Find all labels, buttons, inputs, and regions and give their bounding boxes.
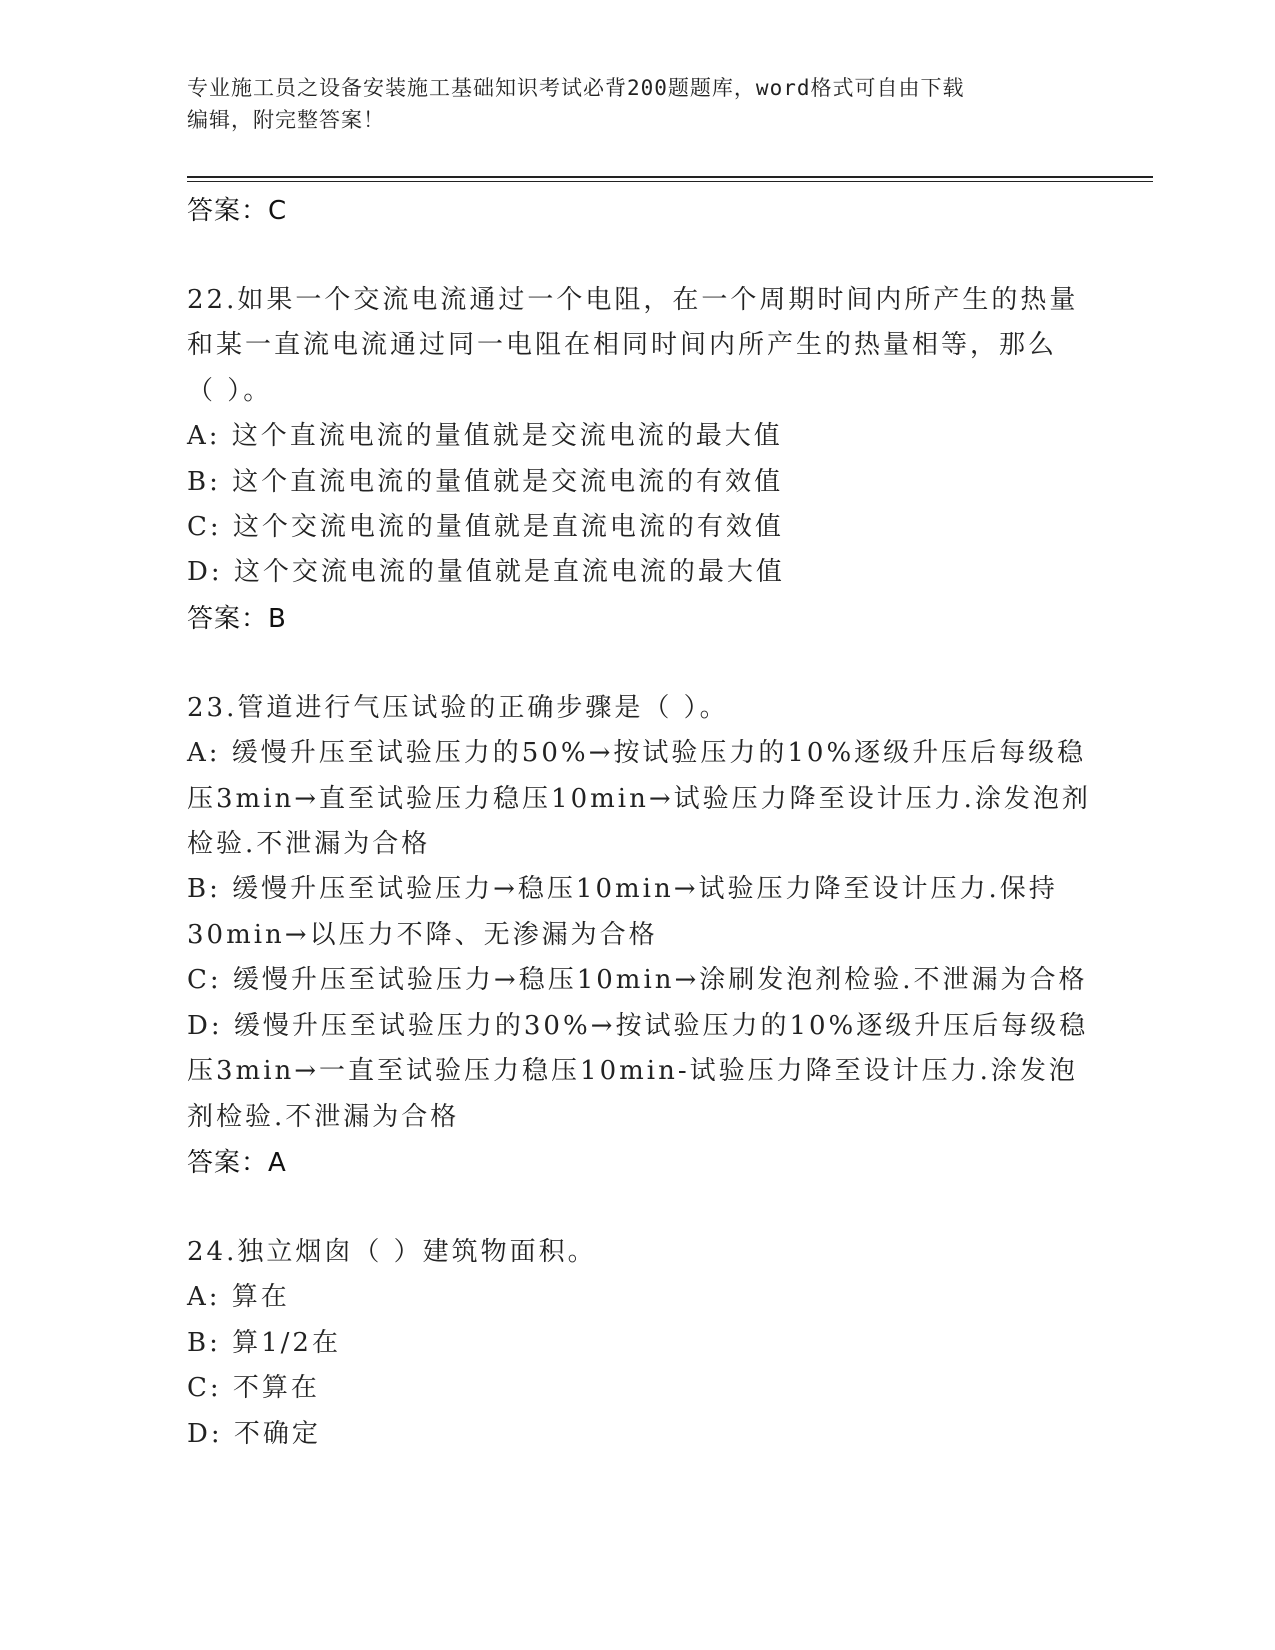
question-stem-line: 24.独立烟囱（ ）建筑物面积。 [187, 1236, 597, 1267]
header-line-1: 专业施工员之设备安装施工基础知识考试必背200题题库，word格式可自由下载 [187, 76, 965, 100]
option-d: D: 不确定 [187, 1418, 321, 1449]
option-c: C: 缓慢升压至试验压力→稳压10min→涂刷发泡剂检验.不泄漏为合格 [187, 965, 1088, 996]
option-b-continued: 30min→以压力不降、无渗漏为合格 [187, 919, 658, 950]
option-d-continued: 剂检验.不泄漏为合格 [187, 1101, 460, 1132]
option-c: C: 不算在 [187, 1373, 320, 1404]
header-line-2: 编辑，附完整答案！ [187, 108, 385, 132]
previous-answer: 答案：C [187, 196, 288, 226]
header-rule-thin [187, 181, 1153, 182]
option-a: A: 这个直流电流的量值就是交流电流的最大值 [187, 421, 783, 452]
option-b: B: 这个直流电流的量值就是交流电流的有效值 [187, 466, 784, 497]
spacer [187, 234, 1087, 278]
option-b: B: 缓慢升压至试验压力→稳压10min→试验压力降至设计压力.保持 [187, 874, 1058, 905]
question-23 [187, 686, 1091, 1186]
question-stem-line: （ ）。 [187, 375, 273, 406]
option-d: D: 这个交流电流的量值就是直流电流的最大值 [187, 557, 785, 588]
spacer [187, 1186, 1087, 1230]
spacer [187, 642, 1087, 686]
question-stem-line: 22.如果一个交流电流通过一个电阻，在一个周期时间内所产生的热量 [187, 285, 1079, 315]
option-d-continued: 压3min→一直至试验压力稳压10min-试验压力降至设计压力.涂发泡 [187, 1056, 1078, 1087]
option-a: A: 算在 [187, 1282, 290, 1313]
question-22 [187, 278, 1087, 642]
option-d: D: 缓慢升压至试验压力的30%→按试验压力的10%逐级升压后每级稳 [187, 1010, 1089, 1041]
option-a-continued: 检验.不泄漏为合格 [187, 829, 431, 860]
question-stem-line: 23.管道进行气压试验的正确步骤是（ ）。 [187, 692, 729, 723]
option-c: C: 这个交流电流的量值就是直流电流的有效值 [187, 512, 784, 543]
option-a-continued: 压3min→直至试验压力稳压10min→试验压力降至设计压力.涂发泡剂 [187, 783, 1091, 814]
question-24 [187, 1230, 1087, 1457]
option-a: A: 缓慢升压至试验压力的50%→按试验压力的10%逐级升压后每级稳 [187, 738, 1087, 769]
option-b: B: 算1/2在 [187, 1327, 341, 1358]
question-list [187, 188, 1091, 1457]
answer-label: 答案：A [187, 1147, 287, 1178]
document-header [187, 72, 1067, 136]
question-stem-line: 和某一直流电流通过同一电阻在相同时间内所产生的热量相等，那么 [187, 330, 1058, 361]
answer-label: 答案：B [187, 603, 287, 634]
header-rule-thick [187, 176, 1153, 178]
